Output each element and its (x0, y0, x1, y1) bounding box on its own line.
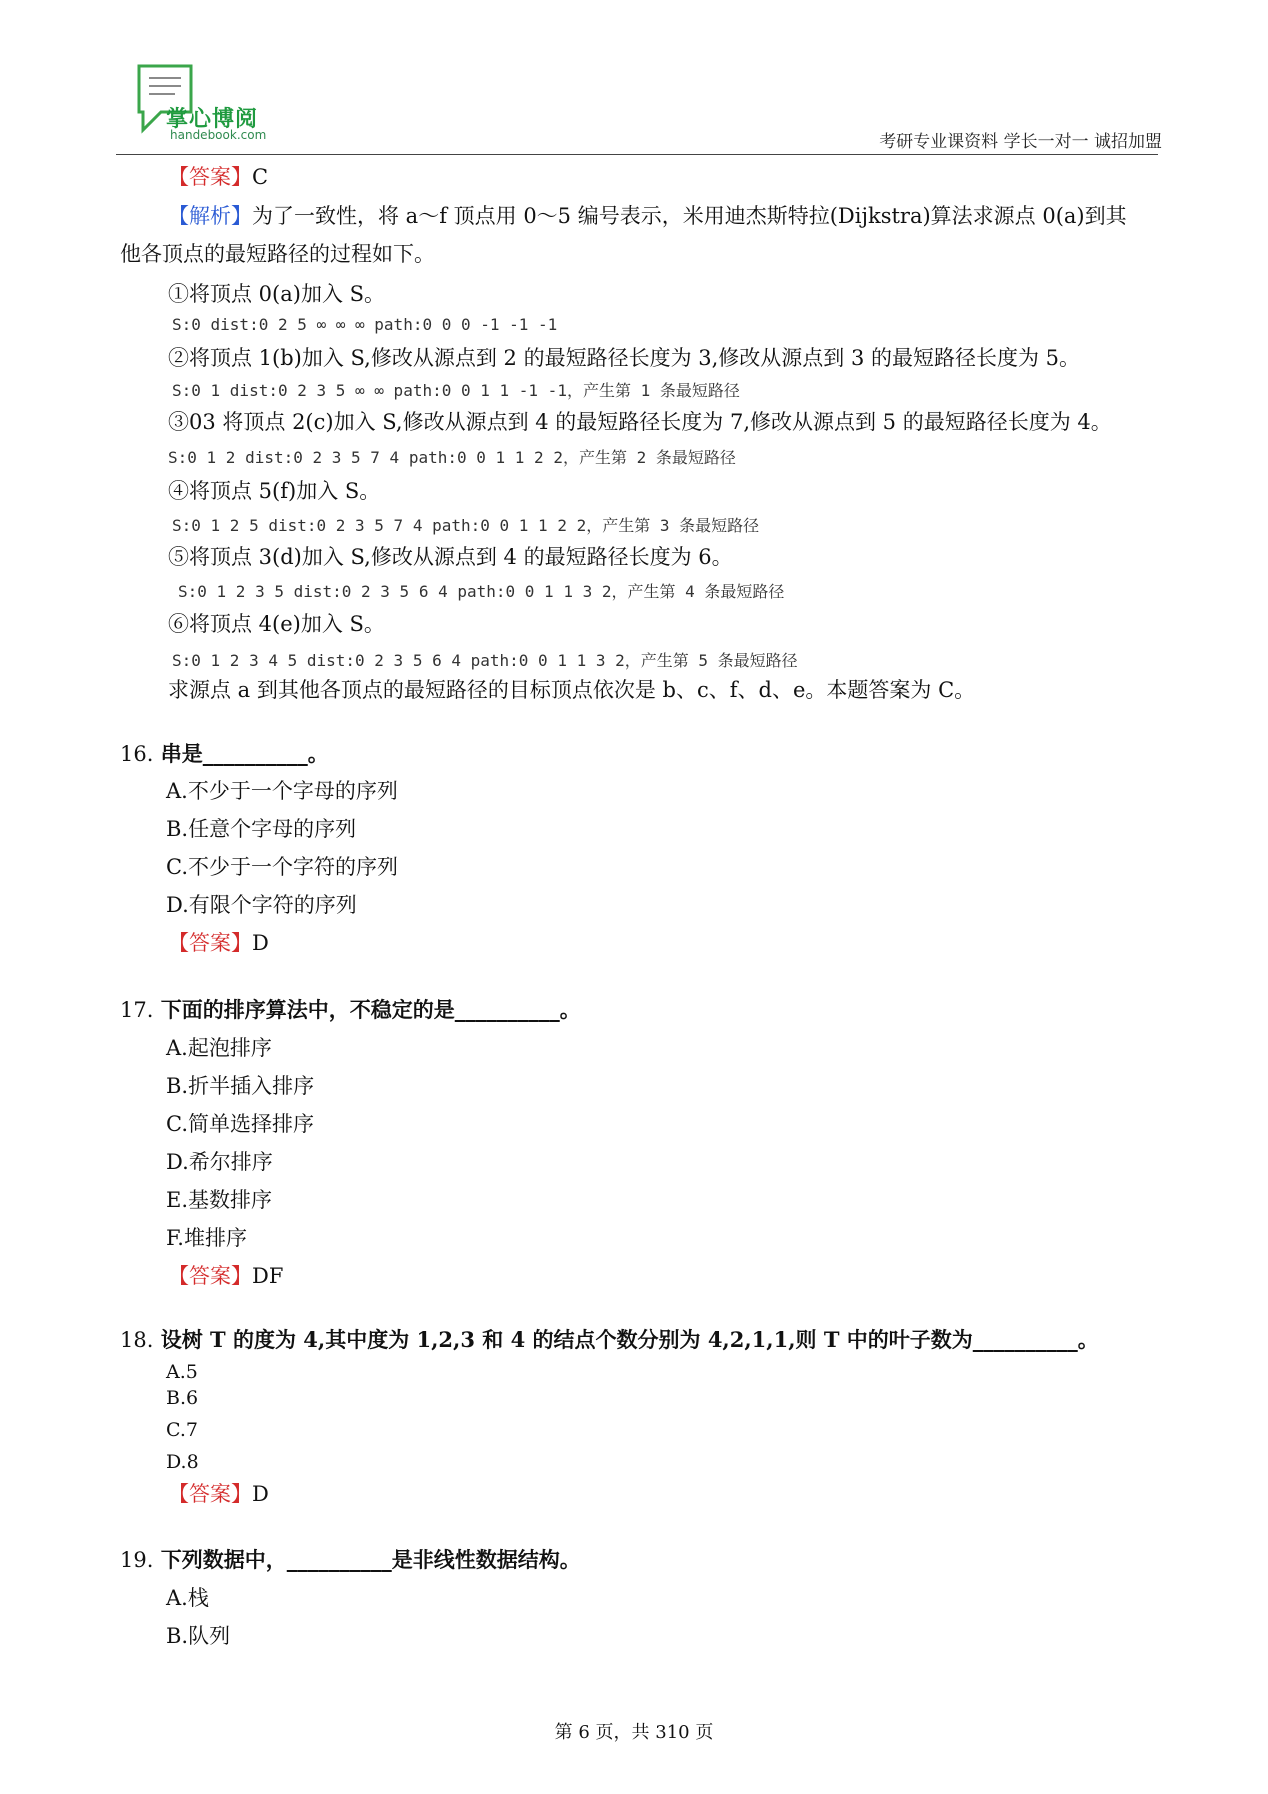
q16-option-d: D.有限个字符的序列 (166, 893, 357, 917)
step-5: ⑤将顶点 3(d)加入 S,修改从源点到 4 的最短路径长度为 6。 (168, 545, 733, 569)
q18-option-b: B.6 (166, 1387, 199, 1409)
q17-option-c: C.简单选择排序 (166, 1112, 314, 1136)
question-number: 19. (120, 1548, 154, 1572)
q16-option-a: A.不少于一个字母的序列 (166, 779, 398, 803)
q19-option-a: A.栈 (166, 1586, 209, 1610)
question-16 (120, 740, 329, 768)
q19-option-b: B.队列 (166, 1624, 231, 1648)
answer-value: DF (252, 1264, 284, 1288)
question-stem: 设树 T 的度为 4,其中度为 1,2,3 和 4 的结点个数分别为 4,2,1,1,则 T 中的叶子数为__________。 (160, 1327, 1099, 1352)
q17-option-f: F.堆排序 (166, 1226, 247, 1250)
question-number: 18. (120, 1328, 154, 1352)
logo-url: handebook.com (170, 128, 267, 142)
q17-answer (168, 1262, 283, 1290)
question-stem: 下列数据中，__________是非线性数据结构。 (160, 1547, 581, 1572)
header-divider (116, 154, 1158, 155)
step-2: ②将顶点 1(b)加入 S,修改从源点到 2 的最短路径长度为 3,修改从源点到 3 的最短路径长度为 5。 (168, 346, 1081, 370)
question-stem: 串是__________。 (160, 741, 329, 766)
page-number: 第 6 页，共 310 页 (554, 1722, 714, 1743)
answer-label: 【答案】 (168, 931, 252, 955)
state-5: S:0 1 2 3 5 dist:0 2 3 5 6 4 path:0 0 1 1 3 2，产生第 4 条最短路径 (178, 582, 785, 601)
q15-answer (168, 163, 268, 191)
question-19 (120, 1546, 581, 1574)
q17-option-e: E.基数排序 (166, 1188, 273, 1212)
q16-option-b: B.任意个字母的序列 (166, 817, 357, 841)
q17-option-d: D.希尔排序 (166, 1150, 273, 1174)
answer-label: 【答案】 (168, 1482, 252, 1506)
q16-option-c: C.不少于一个字符的序列 (166, 855, 398, 879)
state-2: S:0 1 dist:0 2 3 5 ∞ ∞ path:0 0 1 1 -1 -1，产生第 1 条最短路径 (172, 381, 740, 400)
q15-analysis-line2: 他各顶点的最短路径的过程如下。 (120, 242, 435, 266)
question-stem: 下面的排序算法中，不稳定的是__________。 (160, 997, 581, 1022)
answer-value: C (252, 165, 269, 189)
step-6: ⑥将顶点 4(e)加入 S。 (168, 612, 385, 636)
q18-answer (168, 1480, 269, 1508)
step-1: ①将顶点 0(a)加入 S。 (168, 282, 386, 306)
q16-answer (168, 929, 269, 957)
analysis-label: 【解析】 (168, 204, 252, 228)
step-3: ③03 将顶点 2(c)加入 S,修改从源点到 4 的最短路径长度为 7,修改从源点到 5 的最短路径长度为 4。 (168, 410, 1112, 434)
question-number: 17. (120, 998, 154, 1022)
q15-analysis-line1 (168, 202, 1127, 230)
q18-option-d: D.8 (166, 1451, 199, 1473)
q18-option-a: A.5 (166, 1361, 198, 1383)
q18-option-c: C.7 (166, 1419, 198, 1441)
step-4: ④将顶点 5(f)加入 S。 (168, 479, 381, 503)
state-4: S:0 1 2 5 dist:0 2 3 5 7 4 path:0 0 1 1 2 2，产生第 3 条最短路径 (172, 516, 760, 535)
answer-label: 【答案】 (168, 165, 252, 189)
answer-label: 【答案】 (168, 1264, 252, 1288)
question-17 (120, 996, 581, 1024)
answer-value: D (252, 1482, 269, 1506)
answer-value: D (252, 931, 269, 955)
header-tagline: 考研专业课资料 学长一对一 诚招加盟 (879, 132, 1162, 152)
analysis-text: 为了一致性，将 a～f 顶点用 0～5 编号表示，米用迪杰斯特拉(Dijkstra)算法求源点 0(a)到其 (252, 204, 1127, 228)
state-3: S:0 1 2 dist:0 2 3 5 7 4 path:0 0 1 1 2 2，产生第 2 条最短路径 (168, 448, 736, 467)
q17-option-b: B.折半插入排序 (166, 1074, 315, 1098)
q17-option-a: A.起泡排序 (166, 1036, 272, 1060)
question-18 (120, 1326, 1099, 1354)
logo-text: 掌心博阅 (166, 107, 259, 132)
state-6: S:0 1 2 3 4 5 dist:0 2 3 5 6 4 path:0 0 1 1 3 2，产生第 5 条最短路径 (172, 651, 798, 670)
state-1: S:0 dist:0 2 5 ∞ ∞ ∞ path:0 0 0 -1 -1 -1 (172, 315, 558, 334)
question-number: 16. (120, 742, 154, 766)
q15-conclusion: 求源点 a 到其他各顶点的最短路径的目标顶点依次是 b、c、f、d、e。本题答案为 C。 (168, 678, 976, 702)
